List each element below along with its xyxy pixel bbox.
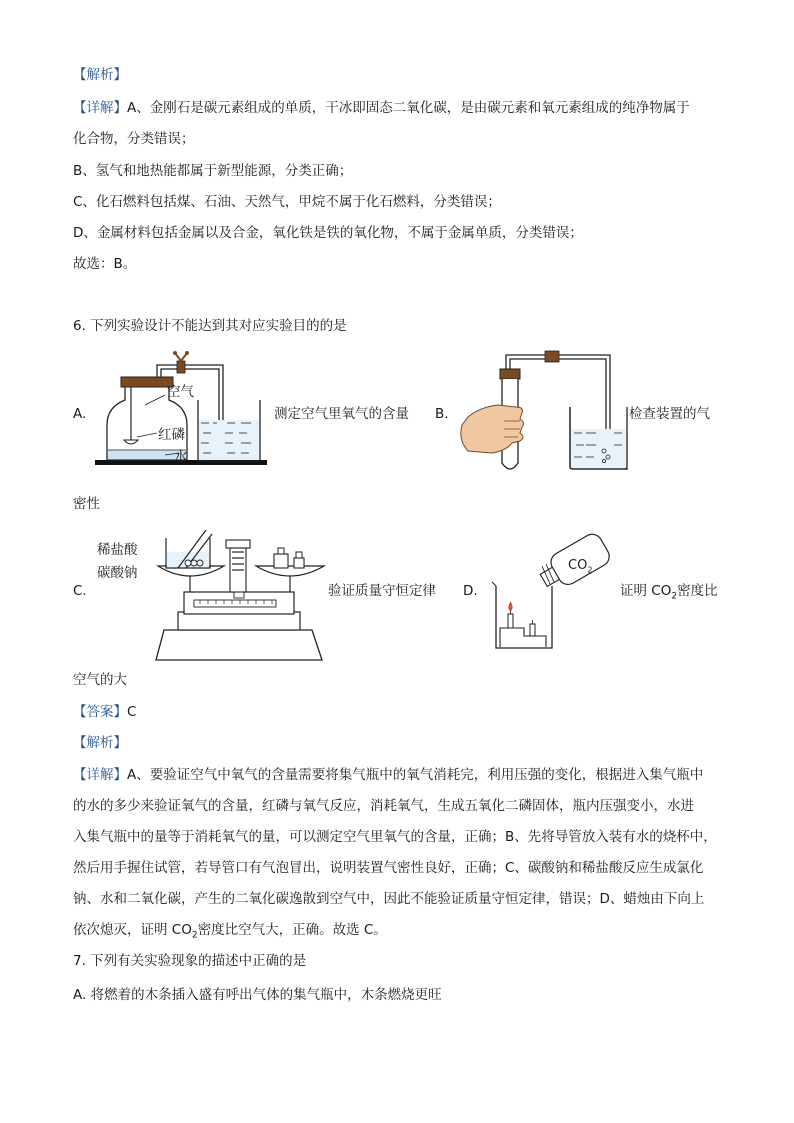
detail-paragraph-line: 的水的多少来验证氧气的含量，红磷与氧气反应，消耗氧气，生成五氧化二磷固体，瓶内压强变小，水进 bbox=[73, 798, 694, 814]
analysis-heading: 【解析】 bbox=[73, 735, 127, 751]
label-air: 空气 bbox=[167, 384, 194, 400]
detail-paragraph-line bbox=[73, 766, 703, 784]
label-water: 水 bbox=[174, 449, 188, 465]
airtightness-check-figure bbox=[458, 345, 628, 477]
mass-conservation-balance-figure bbox=[150, 530, 328, 665]
option-c-description: 验证质量守恒定律 bbox=[328, 583, 436, 599]
detail-paragraph-line: 化合物，分类错误； bbox=[73, 131, 195, 147]
option-d-letter: D. bbox=[463, 583, 478, 599]
option-a-letter: A. bbox=[73, 406, 87, 422]
detail-paragraph-line: 故选：B。 bbox=[73, 256, 137, 272]
detail-heading: 【详解】 bbox=[73, 100, 127, 116]
analysis-heading: 【解析】 bbox=[73, 67, 127, 83]
question-6-stem: 6. 下列实验设计不能达到其对应实验目的的是 bbox=[73, 318, 347, 334]
detail-paragraph-line: 钠、水和二氧化碳，产生的二氧化碳逸散到空气中，因此不能验证质量守恒定律，错误；D、蜡烛由下向上 bbox=[73, 891, 705, 907]
question-7-stem: 7. 下列有关实验现象的描述中正确的是 bbox=[73, 953, 307, 969]
question-7-option-a: A. 将燃着的木条插入盛有呼出气体的集气瓶中，木条燃烧更旺 bbox=[73, 987, 442, 1003]
detail-paragraph-line: B、氢气和地热能都属于新型能源，分类正确； bbox=[73, 163, 353, 179]
answer-heading: 【答案】 bbox=[73, 704, 127, 720]
detail-paragraph-line bbox=[73, 99, 690, 117]
answer-line bbox=[73, 703, 136, 721]
label-dilute-hydrochloric-acid: 稀盐酸 bbox=[97, 542, 138, 558]
detail-text: A、金刚石是碳元素组成的单质，干冰即固态二氧化碳，是由碳元素和氧元素组成的纯净物属于 bbox=[127, 100, 690, 116]
option-d-description: 证明 $CO_2$密度比 bbox=[620, 583, 718, 602]
option-c-letter: C. bbox=[73, 583, 87, 599]
option-b-description-continued: 密性 bbox=[73, 496, 100, 512]
co2-density-candle-figure bbox=[492, 530, 617, 655]
option-d-description-continued: 空气的大 bbox=[73, 672, 127, 688]
option-b-description: 检查装置的气 bbox=[629, 406, 710, 422]
option-a-description: 测定空气里氧气的含量 bbox=[274, 406, 409, 422]
detail-paragraph-line: 然后用手握住试管，若导管口有气泡冒出，说明装置气密性良好，正确；C、碳酸钠和稀盐酸反应生成氯化 bbox=[73, 860, 704, 876]
detail-text: A、要验证空气中氧气的含量需要将集气瓶中的氧气消耗完，利用压强的变化，根据进入集气瓶中 bbox=[127, 767, 704, 783]
answer-value: C bbox=[127, 704, 137, 720]
detail-paragraph-line: 依次熄灭，证明 $CO_2$密度比空气大，正确。故选 C。 bbox=[73, 922, 387, 941]
detail-paragraph-line: C、化石燃料包括煤、石油、天然气，甲烷不属于化石燃料，分类错误； bbox=[73, 194, 501, 210]
label-sodium-carbonate: 碳酸钠 bbox=[97, 565, 138, 581]
bottle-co2-label: $CO_2$ bbox=[568, 558, 593, 575]
detail-paragraph-line: 入集气瓶中的量等于消耗氧气的量，可以测定空气里氧气的含量，正确；B、先将导管放入装有水的烧杯中， bbox=[73, 829, 717, 845]
detail-paragraph-line: D、金属材料包括金属以及合金，氧化铁是铁的氧化物，不属于金属单质，分类错误； bbox=[73, 225, 583, 241]
label-red-phosphorus: 红磷 bbox=[158, 427, 185, 443]
detail-heading: 【详解】 bbox=[73, 767, 127, 783]
option-b-letter: B. bbox=[435, 406, 449, 422]
